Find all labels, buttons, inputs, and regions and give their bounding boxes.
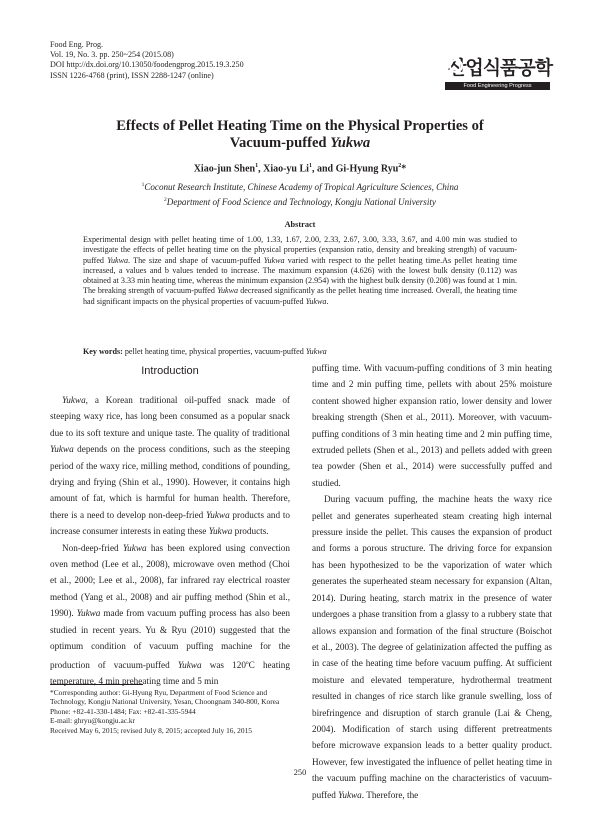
body-paragraph: During vacuum puffing, the machine heats the waxy rice pellet and generates superheated steam creating high internal pressure inside the pellet. This causes the expansion of product and forms a porous structure. The driving force for expansion has been hypothesized to be the vaporization of water which generates the superheated steam necessary for expansion (Altan, 2014). During heating, starch matrix in the presence of water undergoes a phase transition from a glassy to a rubbery state that allows expansion and formation of the final structure (Boischot et al., 2003). The degree of gelatinization affected the puffing as in case of the heating time before vacuum puffing. At sufficient moisture and elevated temperature, hydrothermal treatment resulted in changes of rice starch like granule swelling, loss of birefringence and disruption of starch granule (Lai & Cheng, 2004). Modification of starch using different pretreatments before microwave expansion leads to a better quality product. However, few investigated the influence of pellet heating time in the vacuum puffing machine on the characteristics of vacuum-puffed Yukwa. Therefore, the	[312, 494, 552, 800]
journal-issn: ISSN 1226-4768 (print), ISSN 2288-1247 (online)	[50, 70, 214, 80]
section-heading: Introduction	[141, 365, 199, 377]
left-column	[50, 358, 290, 689]
abstract-body: Experimental design with pellet heating time of 1.00, 1.33, 1.67, 2.00, 2.33, 2.67, 3.00, 3.33, 3.67, and 4.00 min was studied to investigate the effects of pellet heating time on the physical properties (expansion ratio, density and breaking strength) of vacuum-puffed Yukwa. The size and shape of vacuum-puffed Yukwa varied with respect to the pellet heating time.As pellet heating time increased, a values and b values tended to increase. The maximum expansion (4.626) with the lowest bulk density (0.112) was obtained at 3.33 min heating time, whereas the minimum expansion (2.954) with the highest bulk density (0.208) was found at 1 min. The breaking strength of vacuum-puffed Yukwa decreased significantly as the pellet heating time increased. Overall, the heating time had significant impacts on the physical properties of vacuum-puffed Yukwa.	[83, 235, 517, 306]
affiliation-2: $^2$Department of Food Science and Technology, Kongju National University	[164, 196, 436, 207]
abstract-heading: Abstract	[284, 220, 316, 229]
author-name: Xiao-yu Li	[263, 163, 309, 175]
right-column	[312, 360, 552, 803]
logo-korean-text: 산업식품공학	[448, 56, 553, 79]
journal-doi: DOI http://dx.doi.org/10.13050/foodengprog.2015.19.3.250	[50, 60, 244, 70]
body-paragraph: Non-deep-fried Yukwa has been explored using convection oven method (Lee et al., 2008), microwave oven method (Choi et al., 2000; Lee et al., 2008), far infrared ray electrical roaster method (Yang et al., 2008) and air puffing method (Shin et al., 1990). Yukwa made from vacuum puffing process has also been studied in recent years. Yu & Ryu (2010) suggested that the optimum condition of vacuum puffing machine for the production of vacuum-puffed Yukwa was 120$^o$C heating temperature, 4 min preheating time and 5 min	[50, 542, 290, 686]
author-name: Gi-Hyung Ryu	[335, 163, 399, 175]
body-paragraph: puffing time. With vacuum-puffing conditions of 3 min heating time and 2 min puffing time, pellets with about 25% moisture content showed higher expansion ratio, lower density and lower breaking strength (Shen et al., 2011). Moreover, with vacuum-puffing conditions of 3 min heating time and 2 min puffing time, extruded pellets (Shen et al., 2013) and pellets added with green tea powder (Shen et al., 2014) were successfully puffed and studied.	[312, 363, 552, 488]
journal-info	[50, 40, 244, 81]
keywords-label: Key words:	[83, 347, 123, 356]
keywords: Key words: pellet heating time, physical properties, vacuum-puffed Yukwa	[83, 347, 327, 356]
logo-english-text: Food Engineering Progress	[445, 82, 550, 90]
journal-name: Food Eng. Prog.	[50, 40, 104, 49]
body-paragraph: Yukwa, a Korean traditional oil-puffed snack made of steeping waxy rice, has long been consumed as a popular snack due to its soft texture and unique taste. The quality of traditional Yukwa depends on the process conditions, such as the steeping period of the waxy rice, milling method, conditions of pounding, drying and frying (Shin et al., 1990). However, it contains high amount of fat, which is harmful for human health. Therefore, there is a need to develop non-deep-fried Yukwa products and to increase consumer interests in eating these Yukwa products.	[50, 395, 290, 537]
title-line-1: Effects of Pellet Heating Time on the Physical Properties of	[116, 118, 484, 134]
journal-logo	[445, 52, 553, 92]
journal-volume: Vol. 19, No. 3. pp. 250~254 (2015.08)	[50, 50, 174, 60]
affiliation-1: $^1$Coconut Research Institute, Chinese Academy of Tropical Agriculture Sciences, China	[141, 182, 459, 193]
paper-title	[0, 118, 600, 152]
title-line-2: Vacuum-puffed Yukwa	[229, 135, 371, 151]
page-number: 250	[293, 768, 307, 777]
footnote-divider	[50, 684, 143, 685]
author-name: Xiao-jun Shen	[193, 163, 256, 175]
corresponding-author-footnote: *Corresponding author: Gi-Hyung Ryu, Department of Food Science and Technology, Kongju National University, Yesan, Choongnam 340-800, Korea Phone: +82-41-330-1484; Fax: +82-41-335-5944 E-mail: ghryu@kongju.ac.kr Received May 6, 2015; revised July 8, 2015; accepted July 16, 2015	[50, 688, 280, 735]
author-list: Xiao-jun Shen$^1$, Xiao-yu Li$^1$, and Gi-Hyung Ryu$^2$*	[193, 163, 407, 175]
affiliations	[0, 179, 600, 208]
